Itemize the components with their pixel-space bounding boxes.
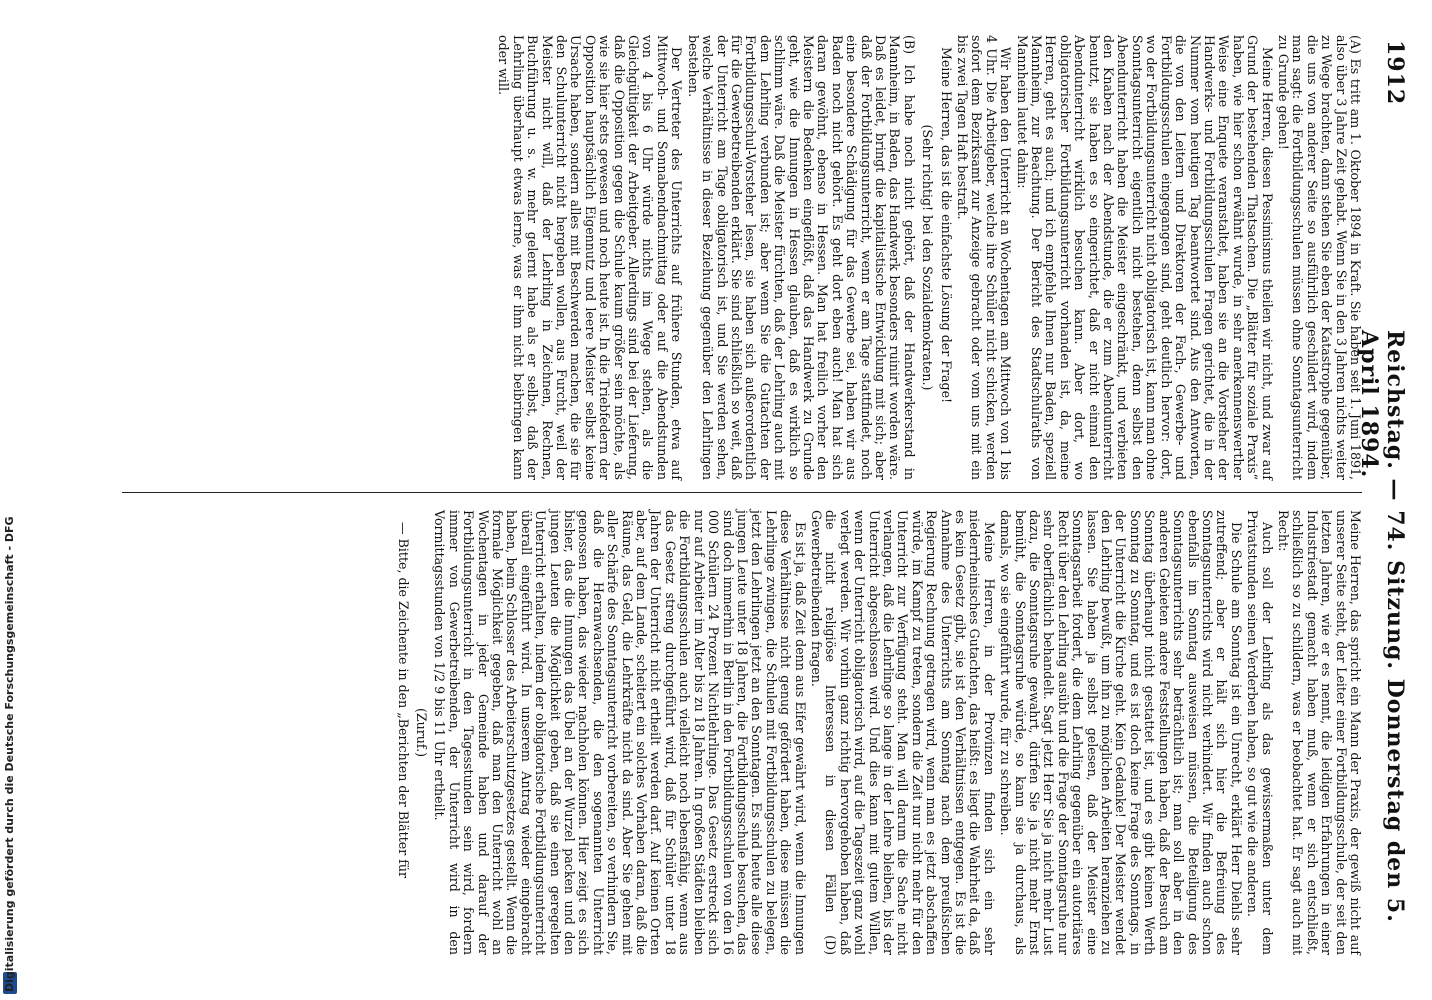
paragraph: Meine Herren, diesen Pessimismus theilen wir nicht, und zwar auf Grund der bestehenden Thatsachen. Die „Blätter für soziale Praxis“ haben, wie hier schon erwähnt wurde, in sehr anerkennenswerther Weise eine Enquete veranstaltet, haben sie an die Vorsteher der Handwerks- und Fortbildungsschulen Fragen gerichtet, die in der Nummer vom heutigen Tag beantwortet sind. Aus den Antworten, die von den Leitern und Direktoren der Fach-, Gewerbe- und Fortbildungsschulen eingegangen sind, geht deutlich hervor: dort, wo der Fortbildungsunterricht nicht obligatorisch ist, kann man ohne Sonntagsunterricht eigentlich nicht bestehen, denn selbst den Abendunterricht haben die Meister eingeschränkt, und verbieten den Knaben nach der Abendstunde, die er zum Abendunterricht benutzt, sie haben es so eingerichtet, daß er nicht einmal den Abendunterricht wirklich besuchen kann. Aber dort, wo obligatorischer Fortbildungsunterricht vorhanden ist, da, meine Herren, geht es auch; und ich empfehle Ihnen nur Baden, speziell Mannheim, zur Beachtung. Der Bericht des Stadtschulraths von Mannheim lautet dahin:: [1014, 35, 1275, 480]
quote-paragraph: Wir haben den Unterricht an Wochentagen am Mittwoch von 1 bis 4 Uhr. Die Arbeitgeber, welche ihre Schüler nicht schicken, werden sofort dem Bezirksamt zur Anzeige gebracht oder vom uns mit ein bis zwei Tagen Haft bestraft.: [955, 35, 1014, 480]
paragraph: Die Schule am Sonntag ist ein Unrecht, erklärt Herr Diehls sehr zutreffend; aber er hält sich hier die Befreiung des Sonntagsunterrichts wird nicht verhindert. Wir finden auch schon ebenfalls im Sonntag ausweisen müssen, die Beteiligung des Sonntagsunterrichts sehr beträchtlich ist; man soll aber in den anderen Gebieten andere Feststellungen haben, daß der Besuch am Sonntag überhaupt nicht gestattet ist, und es gibt keinen Werth Sonntag zu Sonntag, und es ist doch keine Frage des Sonntags, in der Unterricht die Kirche geht. Kein Gedanke! Der Meister wendet den Lehrling bewußt, um ihn zu möglichen Arbeiten heranziehen zu lassen. Sie haben ja selbst gelesen, daß der Meister eine Sonntagsarbeit fordert, die dem Lehrling gegenüber ein autoritäres Recht über den Lehrling ausübt und die Frage der Sonntagsruhe nur sehr oberflächlich behandelt. Sagt jetzt Herr Sie ja nicht mehr Lust dazu, die Sonntagsruhe gewahrt, dürfen Sie ja nicht mehr Ernst bemüht, die Sonntagsruhe würde, so kann sie ja durchaus, als damals, wo sie eingeführt wurde, für zu schreiben.: [998, 510, 1244, 955]
page-title: Reichstag. — 74. Sitzung. Donnerstag den 5. April 1894.: [1356, 330, 1408, 923]
paragraph: (B) Ich habe noch nicht gehört, daß der Handwerkerstand in Mannheim, in Baden, das Handwerk besonders ruinirt worden wäre. Daß es leidet, bringt die kapitalistische Entwicklung mit sich; aber daß der Fortbildungsunterricht, wenn er am Tage stattfindet, noch eine besondere Schädigung für das Gewerbe sei, haben wir aus Baden noch nicht gehört. Es geht dort eben auch! Man hat sich daran gewöhnt, ebenso in Hessen. Man hat freilich vorher den Meistern die Bedenken eingeflößt, daß das Handwerk zu Grunde geht, wie die Innungen in Hessen glauben, daß es wirklich so schlimm wäre. Daß die Meister fürchten, daß der Lehrling auch mit dem Lehrling verbunden ist; aber wenn Sie die Gutachten der Fortbildungsschul-Vorsteher lesen, sie haben sich außerordentlich für die Gewerbetreibenden erklärt. Sie sind schließlich so weit, daß der Unterricht am Tage obligatorisch ist, und Sie werden sehen, welche Verhältnisse in dieser Beziehung gegenüber den Lehrlingen bestehen.: [685, 35, 917, 480]
paragraph: — Bitte, die Zeichente in den „Berichten der Blätter für: [395, 522, 411, 879]
paragraph: (A) Es tritt am 1. Oktober 1894 in Kraft. Sie haben seit 1. Juni 1891, also über 3 Jahre Zeit gehabt. Wenn Sie in den 3 Jahren nichts weiter zu Wege brachten, dann stehen Sie eben der Katastrophe gegenüber, die uns von anderer Seite so ausführlich geschildert wird, indem man sagt: die Fortbildungsschulen müssen ohne Sonntagsunterricht zu Grunde gehen!: [1275, 35, 1363, 480]
footer-text: Digitalisierung gefördert durch die Deutsche Forschungsgemeinschaft - DFG: [3, 516, 16, 992]
paragraph: Meine Herren, das spricht ein Mann der Praxis, der gewiß nicht auf unserer Seite steht, der Leiter einer Fortbildungsschule, der seit den letzten Jahren, wie er es nennt, die leidigen Erfahrungen in einer Industriestadt gemacht haben muß, wenn er sich entschließt, schließlich so zu schildern, was er beobachtet hat. Er sagt auch mit Recht:: [1275, 510, 1363, 955]
left-column: [494, 35, 1362, 480]
paragraph: Meine Herren, in der Provinzen finden sich ein sehr niederrheinisches Gutachten, das heißt: es liegt die Wahrheit da, daß es kein Gesetz gibt, sie ist den Verhältnissen entgegen. Es ist die Annahme des Unterrichts am Sonntag nach dem preußischen Regierung Rechnung getragen wird, wenn man es jetzt abschaffen würde, im Kampf zu treten, sondern die Zeit nur nicht mehr für den Unterricht zur Verfügung steht. Man will darum die Sache nicht verlangen, daß die Lehrlinge so lange in der Lehre bleiben, bis der Unterricht abgeschlossen wird. Und dies kann mit gutem Willen, wenn der Unterricht obligatorisch wird, auf die Tageszeit ganz wohl verlegt werden. Wir vorhin ganz richtig hervorgehoben haben, daß die nicht religiöse Interessen in diesen Fällen (D) Gewerbetreibenden fragen.: [808, 510, 997, 955]
right-column: [393, 510, 1362, 955]
digitization-footer: [0, 0, 20, 1000]
column-divider: [122, 492, 1362, 493]
paragraph: Meine Herren, das ist die einfachste Lösung der Frage!: [938, 47, 954, 404]
paragraph: Es ist ja, daß Zeit denn aus Eifer gewährt wird, wenn die Innungen diese Verhältnisse nicht genug gefördert haben, diese müssen die Lehrlinge zwingen, die Schulen mit Fortbildungsschulen zu belegen, jetzt den Lehrlingen jetzt an den Sonntagen. Es sind heute alle diese jungen Leute unter 18 Jahren, die Fortbildungsschule besuchen, das sind doch immerhin in Berlin in den Fortbildungsschulen von den 16 000 Schülern 24 Prozent Nichtlehrlinge. Das Gesetz erstreckt sich nur auf Arbeiter im Alter bis zu 18 Jahren. In großen Städten bleiben die Fortbildungsschulen auch vielleicht noch lebensfähig, wenn aus das Gesetz streng durchgeführt wird, daß für Schüler unter 18 Jahren der Unterricht nicht ertheilt werden darf. Auf keinen Orten aber, auf dem Lande, scheitert ein solches Vorhaben daran, daß die Räume, das Geld, die Lehrkräfte nicht da sind. Aber Sie gehen mit aller Schärfe des Sonntagsunterricht vorbereiten, so verhindern Sie, daß die Heranwachsenden, die den sogenannten Unterricht genossen haben, das wieder nachholen können. Hier zeigt es sich bisher, das die Innungen das Übel an der Wurzel packen und den jungen Leuten die Möglichkeit geben, daß sie einen geregelten Unterricht erhalten, indem der obligatorische Fortbildungsunterricht überall eingeführt wird. In unserem Antrag wieder eingebracht haben, beim Schlosser des Arbeiterschutzgesetzes gestellt. Wenn die formale Möglichkeit gegeben, daß man den Unterricht wohl an Wochentagen in jeder Gemeinde haben und darauf der Fortbildungsunterricht in den Tagesstunden sein wird, fordern immer von Gewerbetreibenden, der Unterricht wird in den Vormittagsstunden von 1/2 9 bis 11 Uhr ertheilt.: [432, 510, 808, 955]
quote-paragraph: Auch soll der Lehrling als das gewissermaßen unter dem Privatstunden seinen Verderben haben, so gut wie die anderen.: [1245, 510, 1275, 955]
interjection: (Sehr richtig! bei den Sozialdemokraten.): [920, 124, 936, 391]
page-header: [1356, 30, 1412, 980]
interjection: (Zuruf.): [414, 707, 429, 758]
paragraph: Der Vertreter des Unterrichts auf frühere Stunden, etwa auf Mittwoch- und Sonnabendnachmittag oder auf die Abendstunden von 4 bis 6 Uhr würde nichts im Wege stehen, als die Gleichgültigkeit der Arbeitgeber. Allerdings sind bei der Lieferung, daß die Opposition gegen die Schule kaum größer sein möchte, als wie sie hier stets gewesen und noch heute ist. In die Triebfedern der Opposition hauptsächlich Eigennutz und leere Meister selbst keine Ursache haben, sondern alles mit Beschwerden machen, die sie für den Schulunterricht nicht hergeben wollen, aus Furcht, weil der Meister nicht will, daß der Lehrling in Zeichnen, Rechnen, Buchführung u. s. w. mehr gelernt habe als er selbst, daß der Lehrling überhaupt etwas lerne, was er ihm nicht beibringen kann oder will.: [496, 35, 685, 480]
page-number: 1912: [1382, 40, 1408, 106]
